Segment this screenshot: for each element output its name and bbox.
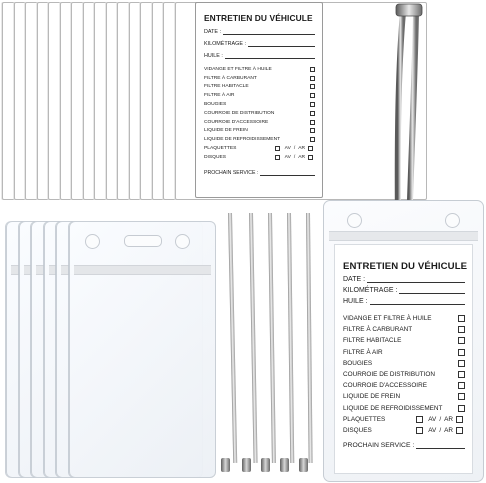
checkbox <box>310 84 315 89</box>
checklist-item <box>204 74 315 83</box>
checkbox <box>310 137 315 142</box>
checklist-item <box>343 391 465 402</box>
steel-tie-head <box>299 458 308 472</box>
checkbox <box>458 405 465 412</box>
checkbox <box>458 315 465 322</box>
field-line <box>248 41 315 47</box>
av-ar-separator: / <box>293 154 296 160</box>
field-line <box>370 298 465 305</box>
checklist-item <box>343 425 465 436</box>
field-line <box>367 276 465 283</box>
card-title: ENTRETIEN DU VÉHICULE <box>343 261 468 272</box>
checkbox <box>310 111 315 116</box>
next-service-row <box>343 442 465 449</box>
next-service-label: PROCHAIN SERVICE : <box>343 442 415 450</box>
checklist-item <box>343 380 465 391</box>
checklist-label: FILTRE À CARBURANT <box>343 326 413 334</box>
steel-tie-head <box>261 458 270 472</box>
checklist-label: COURROIE DE DISTRIBUTION <box>204 110 275 116</box>
checkbox-ar <box>456 416 463 423</box>
checklist-item <box>343 358 465 369</box>
av-ar-options <box>275 155 315 160</box>
field-row <box>204 53 315 59</box>
field-label: DATE : <box>204 29 221 35</box>
next-service-row <box>204 170 315 176</box>
checklist-item <box>343 347 465 358</box>
av-label: AV <box>428 415 437 423</box>
checklist-label: BOUGIES <box>343 359 373 367</box>
field-label: DATE : <box>343 276 366 283</box>
checklist-item <box>204 153 315 162</box>
checklist-label: DISQUES <box>343 426 372 434</box>
checkbox-av <box>416 427 423 434</box>
checklist-item <box>204 100 315 109</box>
checklist-label: FILTRE À CARBURANT <box>204 75 257 81</box>
checkbox <box>458 393 465 400</box>
card-checklist <box>343 313 465 436</box>
steel-tie <box>228 213 237 463</box>
holder-seal-strip <box>329 231 478 241</box>
next-service-line <box>260 170 315 176</box>
checklist-item <box>343 324 465 335</box>
checklist-item <box>204 83 315 92</box>
av-ar-options <box>416 416 465 423</box>
checklist-label: COURROIE D'ACCESSOIRE <box>343 382 427 390</box>
steel-tie-head <box>221 458 230 472</box>
checklist-item <box>204 91 315 100</box>
field-label: HUILE : <box>343 298 368 305</box>
av-ar-separator: / <box>293 146 296 152</box>
ar-label: AR <box>298 154 305 160</box>
checklist-item <box>204 109 315 118</box>
field-row <box>343 298 465 305</box>
checklist-label: LIQUIDE DE FREIN <box>343 393 401 401</box>
checklist-label: DISQUES <box>204 154 227 160</box>
checklist-label: PLAQUETTES <box>204 146 237 152</box>
checkbox-av <box>275 146 280 151</box>
field-row <box>343 287 465 294</box>
steel-tie-head <box>242 458 251 472</box>
checkbox-ar <box>308 146 313 151</box>
checklist-item <box>204 144 315 153</box>
field-line <box>223 29 315 35</box>
card-title: ENTRETIEN DU VÉHICULE <box>204 13 313 23</box>
next-service-label: PROCHAIN SERVICE : <box>204 169 259 176</box>
checklist-label: FILTRE À AIR <box>343 348 383 356</box>
av-label: AV <box>284 154 291 160</box>
clear-sleeve <box>69 221 216 478</box>
checkbox-av <box>416 416 423 423</box>
av-ar-options <box>275 146 315 151</box>
checkbox <box>310 120 315 125</box>
sleeve-hole-left <box>85 234 100 249</box>
checkbox-av <box>275 155 280 160</box>
holder-hole-right <box>445 213 460 228</box>
steel-tie <box>268 213 276 463</box>
checklist-item <box>343 414 465 425</box>
av-ar-separator: / <box>439 415 442 423</box>
checklist-label: FILTRE À AIR <box>204 93 235 99</box>
checklist-label: COURROIE DE DISTRIBUTION <box>343 371 435 379</box>
av-ar-separator: / <box>439 426 442 434</box>
checkbox <box>458 349 465 356</box>
maintenance-card-front <box>195 2 323 198</box>
ar-label: AR <box>444 415 453 423</box>
checklist-item <box>204 118 315 127</box>
checklist-label: LIQUIDE DE REFROIDISSEMENT <box>204 137 281 143</box>
checklist-item <box>343 313 465 324</box>
checkbox <box>310 76 315 81</box>
av-label: AV <box>284 146 291 152</box>
checkbox-ar <box>308 155 313 160</box>
field-label: KILOMÉTRAGE : <box>343 287 398 294</box>
checklist-item <box>204 65 315 74</box>
checklist-item <box>343 369 465 380</box>
checklist-item <box>204 127 315 136</box>
checklist-label: VIDANGE ET FILTRE À HUILE <box>204 66 272 72</box>
field-row <box>204 41 315 47</box>
card-fields <box>343 276 465 305</box>
checklist-item <box>343 403 465 414</box>
av-ar-options <box>416 427 465 434</box>
ar-label: AR <box>444 426 453 434</box>
sleeve-slot <box>124 235 162 247</box>
card-checklist <box>204 65 315 162</box>
checklist-label: FILTRE HABITACLE <box>343 337 402 345</box>
checkbox <box>458 382 465 389</box>
checkbox <box>458 360 465 367</box>
card-fields <box>204 29 315 59</box>
checkbox <box>458 371 465 378</box>
checkbox <box>310 93 315 98</box>
checklist-item <box>204 135 315 144</box>
steel-tie <box>306 213 313 463</box>
sleeve-seal-strip <box>74 265 211 275</box>
field-line <box>225 53 315 59</box>
checkbox <box>458 337 465 344</box>
next-service-line <box>416 442 465 449</box>
holder-hole-left <box>347 213 362 228</box>
clear-tag-holder <box>323 200 484 482</box>
checklist-label: LIQUIDE DE FREIN <box>204 128 248 134</box>
steel-tie-head <box>280 458 289 472</box>
checklist-label: FILTRE HABITACLE <box>204 84 249 90</box>
av-label: AV <box>428 426 437 434</box>
checklist-label: PLAQUETTES <box>343 415 386 423</box>
sleeve-hole-right <box>175 234 190 249</box>
field-row <box>204 29 315 35</box>
checkbox <box>310 67 315 72</box>
checkbox <box>310 102 315 107</box>
checkbox-ar <box>456 427 463 434</box>
checkbox <box>310 128 315 133</box>
maintenance-card-in-holder <box>334 244 473 474</box>
field-label: KILOMÉTRAGE : <box>204 41 246 47</box>
steel-tie <box>249 213 258 463</box>
field-row <box>343 276 465 283</box>
field-line <box>399 287 465 294</box>
checklist-label: LIQUIDE DE REFROIDISSEMENT <box>343 404 443 412</box>
field-label: HUILE : <box>204 53 223 59</box>
checkbox <box>458 326 465 333</box>
checklist-label: VIDANGE ET FILTRE À HUILE <box>343 315 432 323</box>
checklist-label: COURROIE D'ACCESSOIRE <box>204 119 269 125</box>
checklist-label: BOUGIES <box>204 102 227 108</box>
steel-tie <box>287 213 294 463</box>
checklist-item <box>343 335 465 346</box>
ar-label: AR <box>298 146 305 152</box>
